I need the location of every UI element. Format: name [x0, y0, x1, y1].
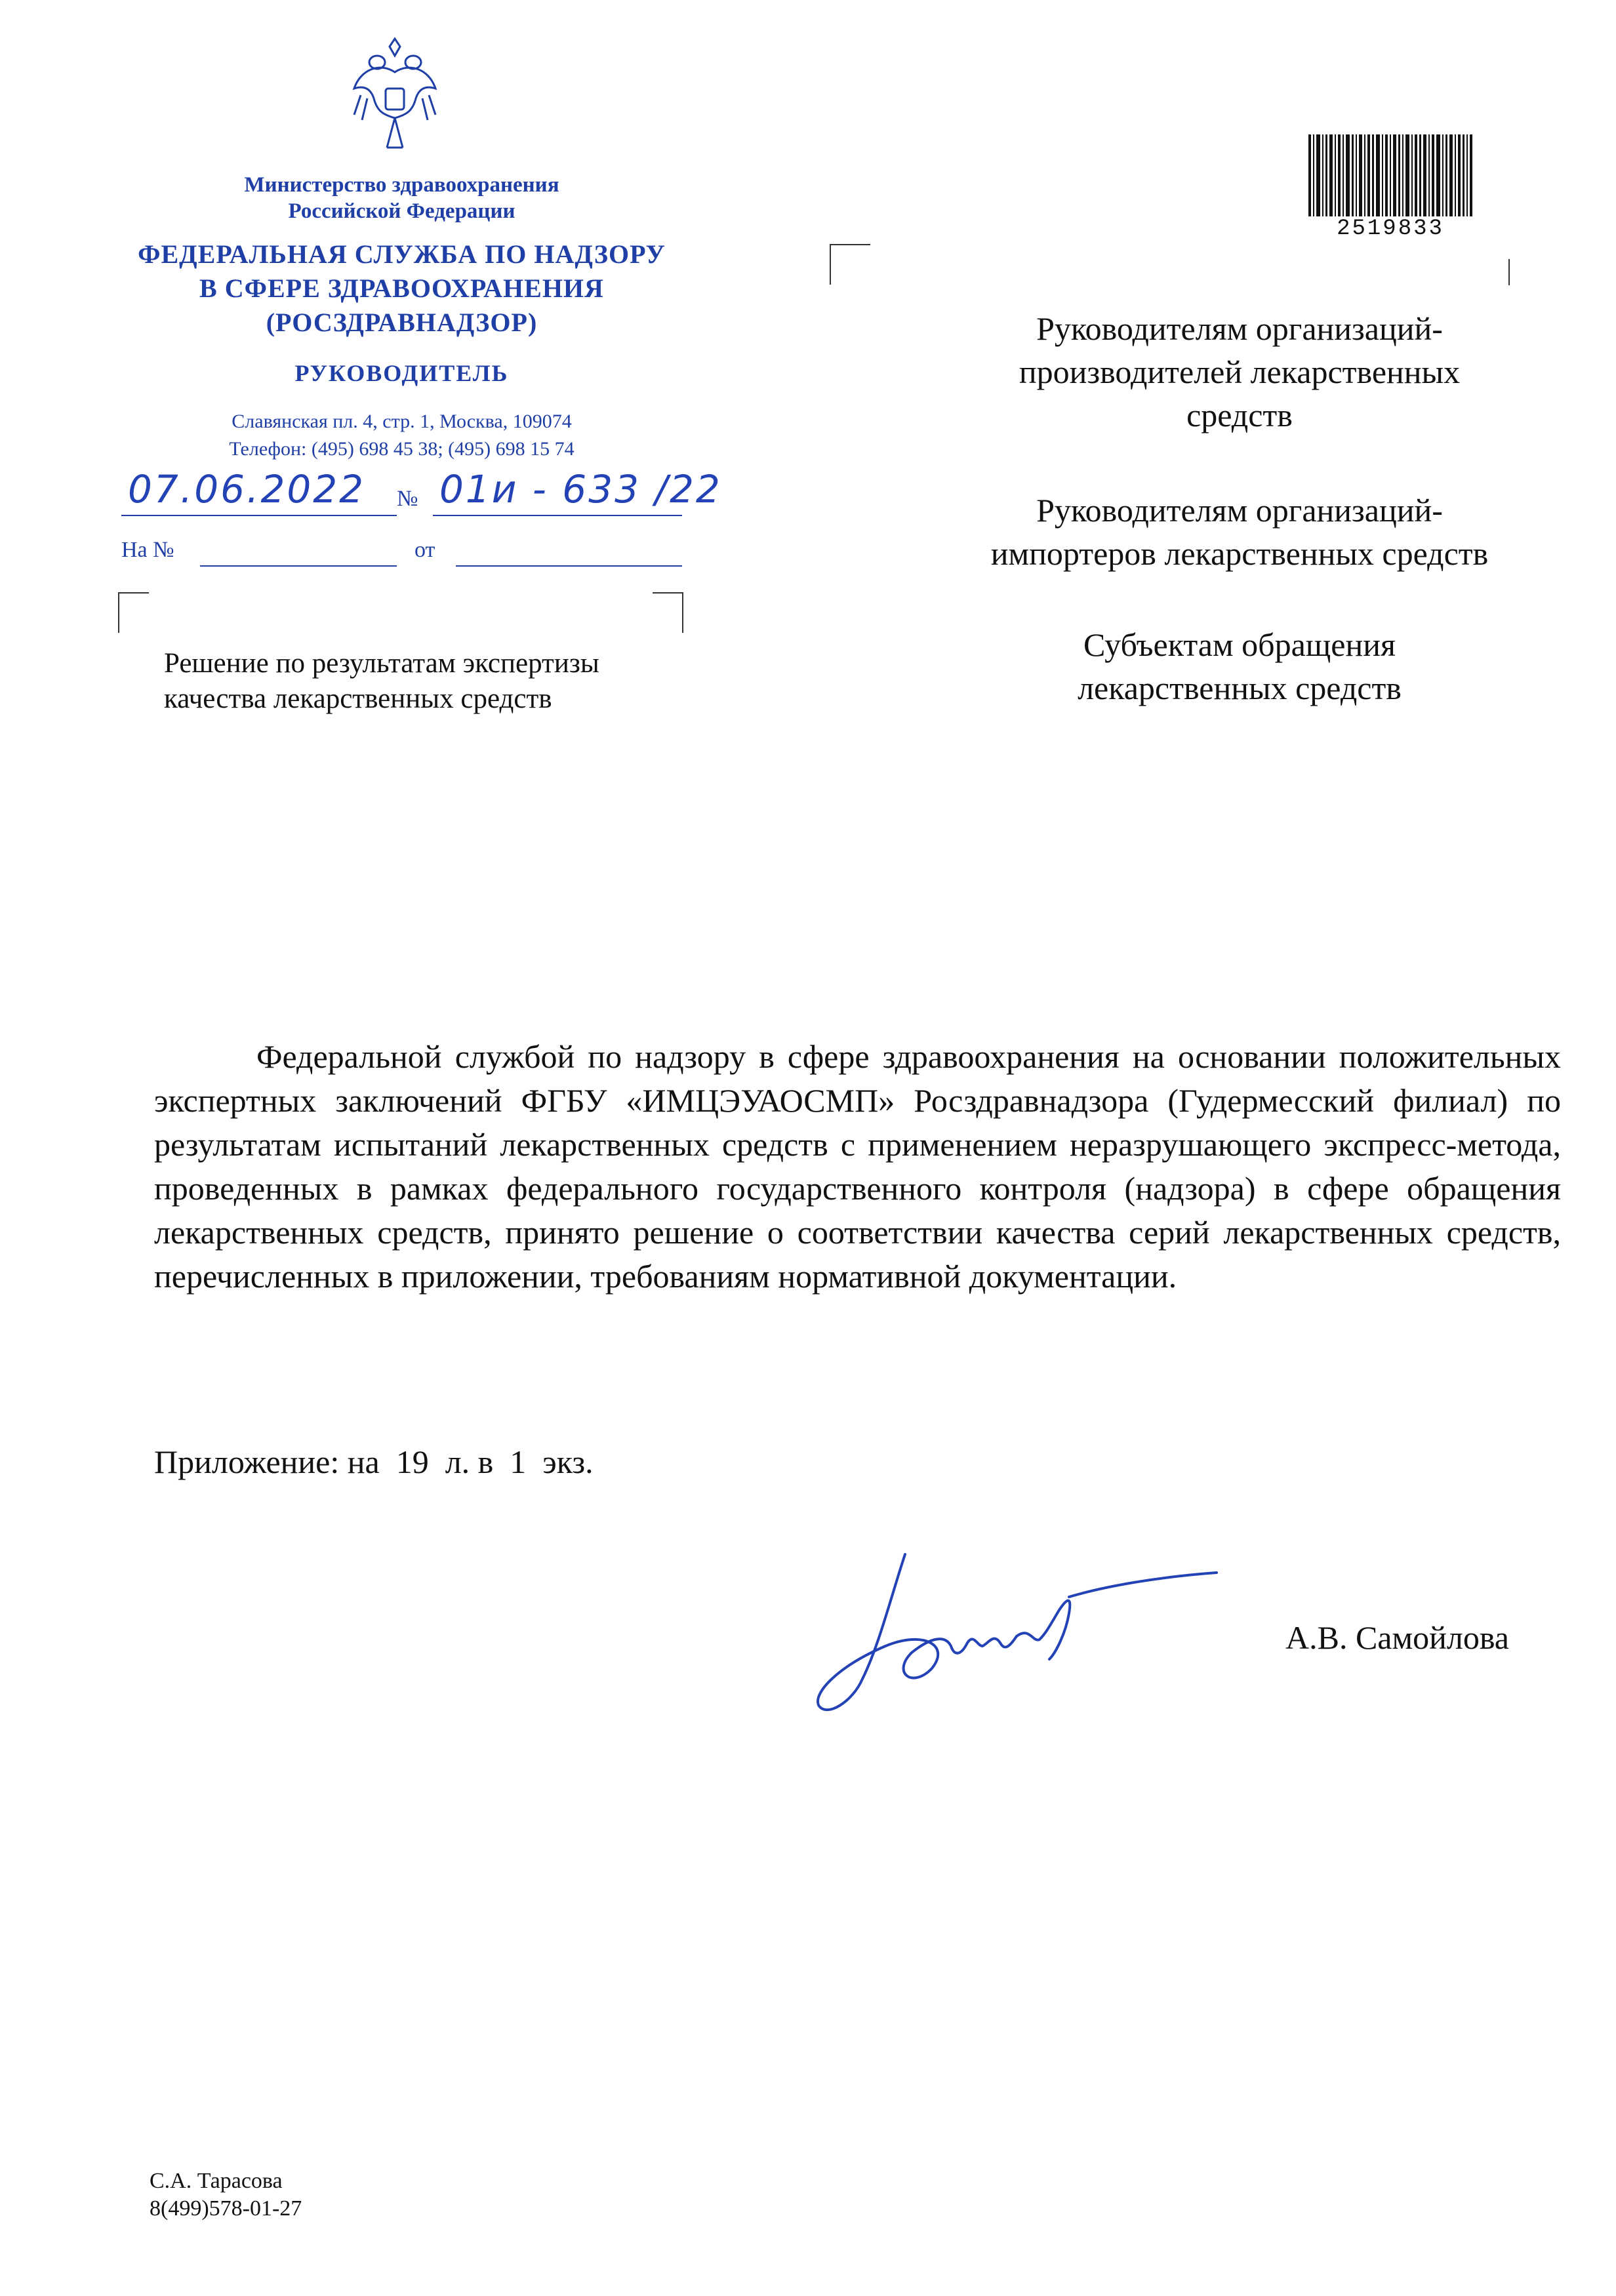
corner-bracket-left [118, 592, 149, 633]
recipient-line: Субъектам обращения [1083, 626, 1396, 663]
recipient-line: средств [1186, 397, 1293, 433]
recipient-line: лекарственных средств [1078, 670, 1402, 706]
address: Славянская пл. 4, стр. 1, Москва, 109074 [232, 411, 572, 432]
executor-phone: 8(499)578-01-27 [150, 2196, 302, 2221]
barcode-number: 2519833 [1337, 216, 1444, 241]
coat-of-arms-emblem-icon [348, 36, 443, 161]
recipient-producers [925, 307, 1554, 437]
service-name-line1: ФЕДЕРАЛЬНАЯ СЛУЖБА ПО НАДЗОРУ [138, 239, 666, 269]
corner-bracket-right [653, 592, 683, 633]
number-sign: № [397, 487, 418, 511]
recipient-line: производителей лекарственных [1019, 353, 1461, 390]
body-paragraph: Федеральной службой по надзору в сфере здравоохранения на основании положительных экспертных заключений ФГБУ «ИМЦЭУАОСМП» Росздравнадзора (Гудермесский филиал) по результатам испытаний лекарственных средств с применением неразрушающего экспресс-метода, проведенных в рамках федерального государственного контроля (надзора) в сфере обращения лекарственных средств, принято решение о соответствии качества серий лекарственных средств, перечисленных в приложении, требованиям нормативной документации. [154, 1038, 1561, 1295]
reference-date-label: от [414, 538, 435, 562]
ministry-name-line1: Министерство здравоохранения [244, 173, 559, 197]
subject-line: качества лекарственных средств [164, 683, 552, 714]
registration-date: 07.06.2022 [128, 467, 366, 512]
subject-line: Решение по результатам экспертизы [164, 648, 599, 679]
recipient-line: Руководителям организаций- [1036, 310, 1443, 347]
signatory-name: А.В. Самойлова [1285, 1619, 1509, 1656]
handwritten-signature [813, 1548, 1220, 1731]
recipient-line: Руководителям организаций- [1036, 492, 1443, 529]
executor-name: С.А. Тарасова [150, 2169, 283, 2193]
letter-subject [164, 646, 708, 717]
recipient-importers [925, 489, 1554, 575]
address-bracket-right [1508, 259, 1510, 285]
recipient-line: импортеров лекарственных средств [990, 535, 1489, 572]
phone: Телефон: (495) 698 45 38; (495) 698 15 74 [229, 438, 575, 460]
registration-number: 01и - 633 /22 [439, 467, 722, 512]
appendix-note: Приложение: на 19 л. в 1 экз. [154, 1443, 594, 1480]
barcode-icon [1308, 134, 1472, 216]
head-title: РУКОВОДИТЕЛЬ [294, 360, 509, 386]
address-bracket-left [830, 244, 870, 285]
service-name-line2: В СФЕРЕ ЗДРАВООХРАНЕНИЯ [199, 273, 604, 303]
ministry-name-line2: Российской Федерации [288, 199, 515, 223]
reference-number-label: На № [121, 538, 174, 562]
service-name-line3: (РОСЗДРАВНАДЗОР) [266, 308, 538, 337]
recipient-subjects [925, 623, 1554, 710]
